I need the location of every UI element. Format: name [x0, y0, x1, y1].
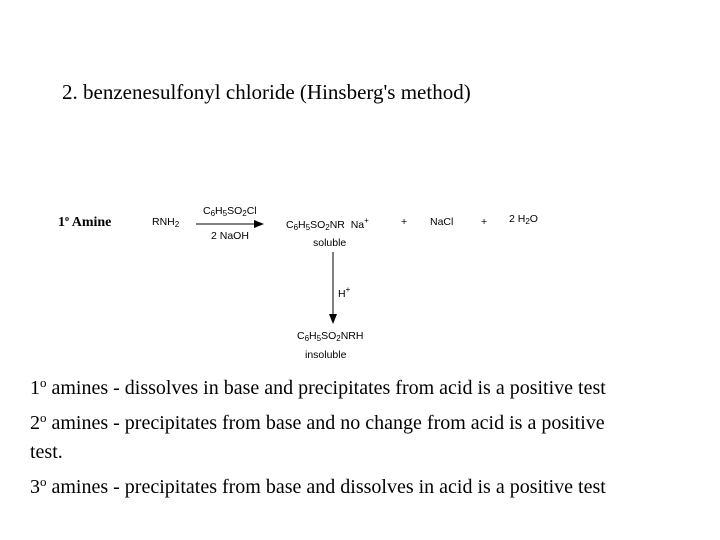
reagent-top-formula: $C_6H_5SO_2Cl$ — [203, 205, 257, 218]
reagent-bottom-formula: 2 NaOH — [211, 230, 249, 242]
reactant-formula: $RNH_2$ — [152, 216, 180, 229]
amine-class-text: Amine — [69, 215, 112, 230]
plus-sign-1: + — [401, 216, 408, 228]
amine-class-number: 1 — [58, 215, 65, 230]
amine-class-degree: o — [65, 214, 69, 223]
product-main-formula: $C_6H_5SO_2NR$ Na+ — [286, 216, 369, 232]
note-line-2: 2$^o$ amines - precipitates from base and no change from acid is a positive — [30, 410, 605, 434]
acid-formula: H+ — [338, 285, 351, 300]
note-line-1: 1$^o$ amines - dissolves in base and precipitates from acid is a positive test — [30, 375, 606, 399]
plus-sign-2: + — [481, 216, 488, 228]
amine-test-notes — [30, 368, 720, 502]
slide-title: 2. benzenesulfonyl chloride (Hinsberg's method) — [62, 80, 471, 104]
note-line-2-continued: test. — [30, 441, 63, 463]
product-acid-formula: $C_6H_5SO_2NRH$ — [297, 330, 364, 343]
water-formula: 2 $H_2O$ — [509, 213, 538, 226]
note-line-3: 3$^o$ amines - precipitates from base and dissolves in acid is a positive test — [30, 474, 606, 498]
nacl-formula: NaCl — [430, 216, 454, 228]
horizontal-reaction-arrow — [196, 220, 264, 228]
product-main-note: soluble — [313, 237, 347, 249]
product-acid-note: insoluble — [305, 349, 347, 361]
vertical-reaction-arrow — [329, 252, 337, 324]
